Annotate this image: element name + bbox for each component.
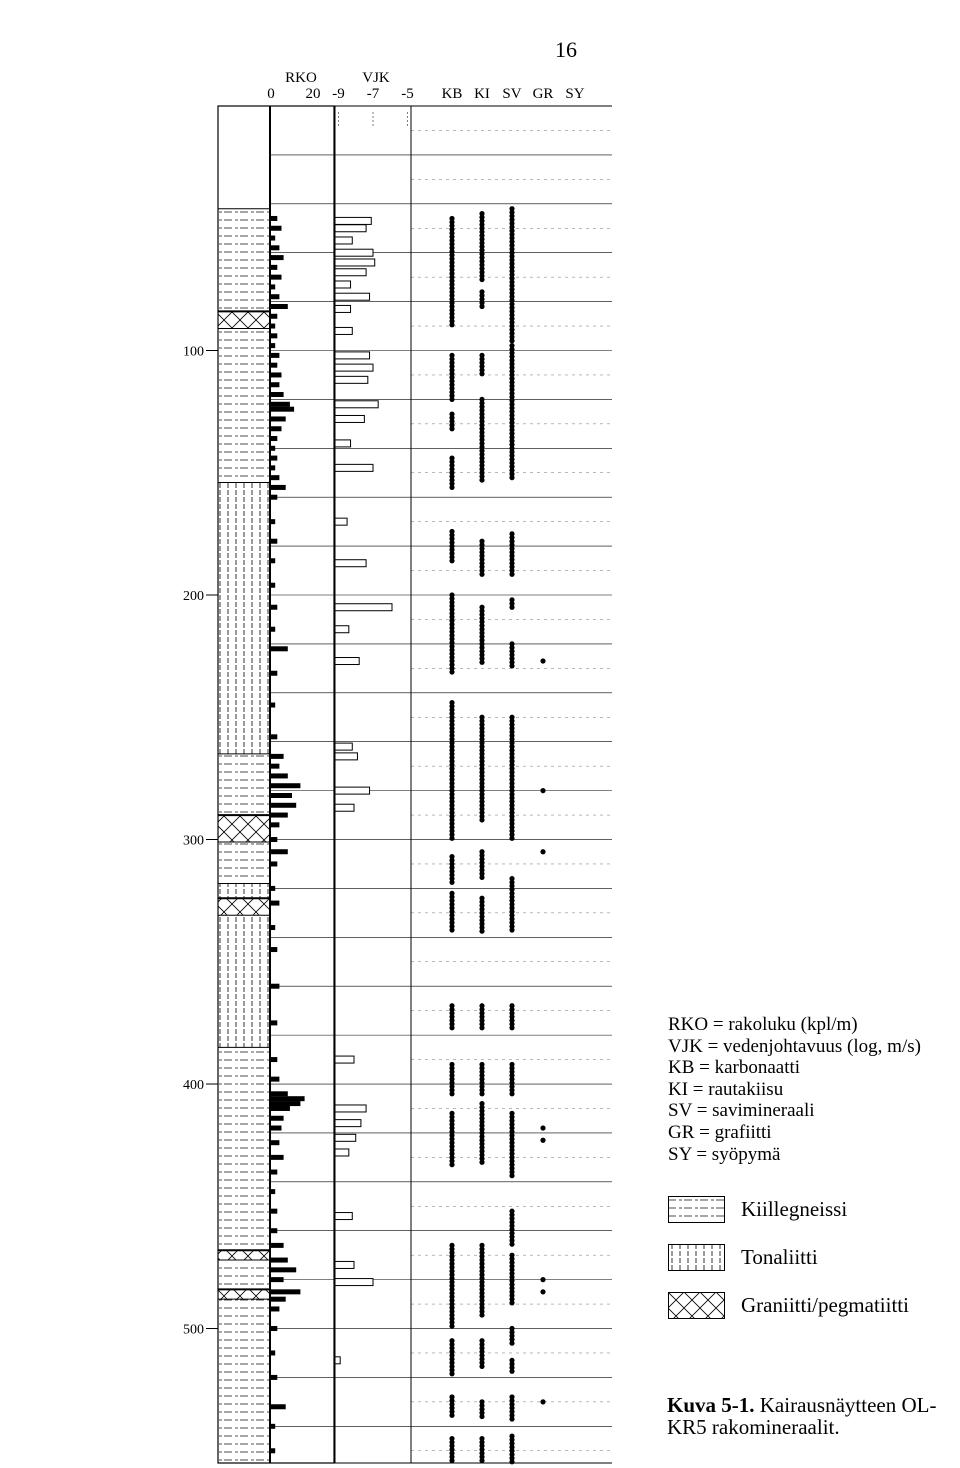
rko-bar — [271, 314, 277, 319]
legend-swatch-graniitti — [668, 1292, 725, 1319]
rko-bar — [271, 947, 277, 952]
vjk-bar — [335, 401, 378, 408]
vjk-bar — [335, 259, 375, 266]
vjk-bar — [335, 1056, 354, 1063]
rko-bar — [271, 1424, 275, 1429]
depth-label: 500 — [183, 1322, 204, 1338]
vjk-bar — [335, 743, 352, 750]
legend-swatch-kiillegneissi — [668, 1196, 725, 1223]
rko-bar — [271, 671, 277, 676]
gr-dot — [540, 1138, 545, 1143]
rko-bar — [271, 363, 277, 368]
rko-bar — [271, 837, 277, 842]
sv-dot — [509, 1242, 514, 1247]
vjk-bar — [335, 249, 373, 256]
vjk-bar — [335, 269, 366, 276]
vjk-bar — [335, 305, 351, 312]
rko-bar — [271, 703, 275, 708]
rko-bar — [271, 1448, 275, 1453]
vjk-tick-label: -9 — [332, 86, 345, 102]
kb-dot — [449, 1025, 454, 1030]
vjk-bar — [335, 376, 368, 383]
kb-dot — [449, 1091, 454, 1096]
page-number: 16 — [555, 37, 577, 62]
swatch-fill — [669, 1197, 725, 1223]
rko-bar — [271, 226, 282, 231]
lithology-kiillegneissi — [218, 1260, 270, 1289]
gr-dot — [540, 1399, 545, 1404]
kb-dot — [449, 927, 454, 932]
sv-dot — [509, 836, 514, 841]
vjk-bar — [335, 604, 392, 611]
depth-label: 300 — [183, 833, 204, 849]
rko-tick-label: 0 — [267, 86, 275, 102]
rko-bar — [271, 265, 277, 270]
lithology-kiillegneissi — [218, 754, 270, 815]
rko-tick-label: 20 — [305, 86, 321, 102]
rko-bar — [271, 1243, 284, 1248]
vjk-bar — [335, 626, 349, 633]
lithology-kiillegneissi — [218, 209, 270, 312]
rko-bar — [271, 925, 275, 930]
vjk-bar — [335, 787, 370, 794]
rko-bar — [271, 216, 277, 221]
rko-bar — [271, 861, 277, 866]
rko-bar — [271, 1140, 279, 1145]
sv-dot — [509, 1173, 514, 1178]
rko-bar — [271, 734, 277, 739]
legend-rock-types — [668, 1196, 958, 1319]
ki-dot — [479, 817, 484, 822]
sv-dot — [509, 475, 514, 480]
ki-dot — [479, 1458, 484, 1463]
rko-bar — [271, 1297, 286, 1302]
ki-dot — [479, 1160, 484, 1165]
rko-bar — [271, 1375, 277, 1380]
sv-dot — [509, 605, 514, 610]
rko-bar — [271, 402, 290, 407]
ki-dot — [479, 477, 484, 482]
rko-bar — [271, 333, 277, 338]
ki-dot — [479, 1091, 484, 1096]
ki-dot — [479, 660, 484, 665]
vjk-bar — [335, 327, 352, 334]
rko-bar — [271, 803, 296, 808]
vjk-bar — [335, 658, 359, 665]
rko-bar — [271, 1289, 300, 1294]
rko-bar — [271, 519, 275, 524]
vjk-bar — [335, 293, 370, 300]
rko-bar — [271, 1209, 277, 1214]
rko-bar — [271, 984, 279, 989]
rko-bar — [271, 275, 282, 280]
sv-dot — [509, 1025, 514, 1030]
rko-bar — [271, 793, 292, 798]
mineral-header-ki: KI — [474, 86, 490, 102]
vjk-bar — [335, 464, 373, 471]
vjk-bar — [335, 281, 351, 288]
rko-bar — [271, 773, 288, 778]
lithology-graniitti — [218, 815, 270, 842]
mineral-header-gr: GR — [532, 86, 554, 102]
rko-header: RKO — [285, 70, 317, 86]
gr-dot — [540, 849, 545, 854]
legend-definition: KI = rautakiisu — [668, 1078, 784, 1100]
vjk-bar — [335, 804, 354, 811]
kb-dot — [449, 397, 454, 402]
gr-dot — [540, 1289, 545, 1294]
legend-definition: RKO = rakoluku (kpl/m) — [668, 1014, 858, 1035]
rko-bar — [271, 646, 288, 651]
rko-bar — [271, 764, 279, 769]
rko-bar — [271, 1306, 279, 1311]
rko-bar — [271, 456, 277, 461]
kb-dot — [449, 1162, 454, 1167]
vjk-bar — [335, 518, 347, 525]
rko-bar — [271, 407, 294, 412]
rko-bar — [271, 1404, 286, 1409]
legend-definitions — [668, 1014, 958, 1165]
legend-swatch-tonaliitti — [668, 1244, 725, 1271]
vjk-bar — [335, 1120, 361, 1127]
rko-bar — [271, 886, 275, 891]
vjk-bar — [335, 1134, 356, 1141]
rko-bar — [271, 1091, 288, 1096]
rko-bar — [271, 284, 275, 289]
legend-rock-graniitti — [668, 1292, 958, 1319]
rko-bar — [271, 1189, 275, 1194]
depth-label: 400 — [183, 1078, 204, 1094]
legend-rock-tonaliitti — [668, 1244, 958, 1271]
vjk-bar — [335, 1261, 354, 1268]
kb-dot — [449, 322, 454, 327]
gr-dot — [540, 658, 545, 663]
sv-dot — [509, 1416, 514, 1421]
gr-dot — [540, 1277, 545, 1282]
rko-bar — [271, 1096, 305, 1101]
rko-bar — [271, 1170, 277, 1175]
rko-bar — [271, 1116, 284, 1121]
legend-definition: GR = grafiitti — [668, 1121, 772, 1143]
ki-dot — [479, 371, 484, 376]
ki-dot — [479, 1312, 484, 1317]
lithology-graniitti — [218, 898, 270, 915]
rko-bar — [271, 849, 288, 854]
lithology-tonaliitti — [218, 483, 270, 754]
lithology-kiillegneissi — [218, 328, 270, 482]
gr-dot — [540, 1125, 545, 1130]
legend-rock-label: Kiillegneissi — [741, 1197, 848, 1222]
rko-bar — [271, 1155, 284, 1160]
rko-bar — [271, 1020, 277, 1025]
rko-bar — [271, 1267, 296, 1272]
rko-bar — [271, 1326, 277, 1331]
ki-dot — [479, 875, 484, 880]
rko-bar — [271, 353, 279, 358]
rko-bar — [271, 1057, 277, 1062]
rko-bar — [271, 901, 279, 906]
vjk-bar — [335, 1105, 366, 1112]
vjk-bar — [335, 753, 357, 760]
caption-text: Kairausnäytteen OL-KR5 rakomineraalit. — [667, 1393, 937, 1439]
rko-bar — [271, 416, 286, 421]
rko-bar — [271, 245, 279, 250]
mineral-header-kb: KB — [441, 86, 463, 102]
lithology-tonaliitti — [218, 884, 270, 899]
rko-bar — [271, 304, 288, 309]
rko-bar — [271, 343, 275, 348]
rko-bar — [271, 1077, 279, 1082]
vjk-header: VJK — [362, 70, 390, 86]
rko-bar — [271, 255, 284, 260]
rko-bar — [271, 475, 279, 480]
rko-bar — [271, 605, 277, 610]
gr-dot — [540, 788, 545, 793]
legend — [668, 1014, 958, 1340]
lithology-graniitti — [218, 1250, 270, 1260]
depth-label: 200 — [183, 589, 204, 605]
legend-rock-label: Graniitti/pegmatiitti — [741, 1293, 909, 1318]
rko-bar — [271, 1277, 284, 1282]
sv-dot — [509, 1369, 514, 1374]
sv-dot — [509, 927, 514, 932]
ki-dot — [479, 1414, 484, 1419]
vjk-bar — [335, 440, 351, 447]
legend-rock-kiillegneissi — [668, 1196, 958, 1223]
rko-bar — [271, 392, 284, 397]
legend-definition: SV = savimineraali — [668, 1100, 815, 1122]
vjk-bar — [335, 1357, 340, 1364]
rko-bar — [271, 372, 282, 377]
kb-dot — [449, 836, 454, 841]
rko-bar — [271, 1106, 290, 1111]
sv-dot — [509, 1091, 514, 1096]
ki-dot — [479, 277, 484, 282]
vjk-bar — [335, 1149, 349, 1156]
kb-dot — [449, 1323, 454, 1328]
vjk-bar — [335, 352, 370, 359]
mineral-header-sv: SV — [502, 86, 522, 102]
rko-bar — [271, 324, 275, 329]
kb-dot — [449, 1413, 454, 1418]
kb-dot — [449, 669, 454, 674]
rko-bar — [271, 1101, 300, 1106]
sv-dot — [509, 1300, 514, 1305]
lithology-kiillegneissi — [218, 1299, 270, 1463]
caption-label: Kuva 5-1. — [667, 1393, 755, 1417]
mineral-header-sy: SY — [565, 86, 585, 102]
rko-bar — [271, 294, 279, 299]
lithology-tonaliitti — [218, 915, 270, 1047]
rko-bar — [271, 1350, 275, 1355]
rko-bar — [271, 822, 279, 827]
swatch-fill — [669, 1293, 725, 1319]
legend-definition: SY = syöpymä — [668, 1143, 781, 1165]
vjk-tick-label: -7 — [366, 86, 380, 102]
ki-dot — [479, 304, 484, 309]
rko-bar — [271, 754, 284, 759]
kb-dot — [449, 880, 454, 885]
rko-bar — [271, 436, 277, 441]
rko-bar — [271, 446, 275, 451]
vjk-bar — [335, 415, 364, 422]
vjk-bar — [335, 1279, 373, 1286]
rko-bar — [271, 1126, 282, 1131]
rko-bar — [271, 1228, 277, 1233]
vjk-bar — [335, 237, 352, 244]
rko-bar — [271, 1258, 288, 1263]
vjk-bar — [335, 225, 366, 232]
ki-dot — [479, 929, 484, 934]
sv-dot — [509, 663, 514, 668]
figure-caption — [667, 1394, 957, 1438]
rko-bar — [271, 783, 300, 788]
vjk-bar — [335, 364, 373, 371]
rko-bar — [271, 539, 277, 544]
rko-bar — [271, 485, 286, 490]
ki-dot — [479, 1025, 484, 1030]
legend-definition: VJK = vedenjohtavuus (log, m/s) — [668, 1035, 921, 1057]
vjk-tick-label: -5 — [401, 86, 414, 102]
lithology-kiillegneissi — [218, 842, 270, 884]
sv-dot — [509, 572, 514, 577]
rko-bar — [271, 465, 275, 470]
vjk-bar — [335, 217, 371, 224]
rko-bar — [271, 627, 275, 632]
rko-bar — [271, 382, 279, 387]
rko-bar — [271, 495, 277, 500]
kb-dot — [449, 1371, 454, 1376]
rko-bar — [271, 426, 282, 431]
legend-definition: KB = karbonaatti — [668, 1057, 801, 1079]
kb-dot — [449, 1458, 454, 1463]
lithology-kiillegneissi — [218, 1047, 270, 1250]
lithology-graniitti — [218, 1289, 270, 1299]
sv-dot — [509, 1341, 514, 1346]
sv-dot — [509, 1459, 514, 1464]
rko-bar — [271, 236, 275, 241]
swatch-fill — [669, 1245, 725, 1271]
kb-dot — [449, 558, 454, 563]
lithology-graniitti — [218, 311, 270, 328]
legend-rock-label: Tonaliitti — [741, 1245, 818, 1270]
ki-dot — [479, 572, 484, 577]
vjk-bar — [335, 1213, 352, 1220]
kb-dot — [449, 485, 454, 490]
sv-dot — [509, 338, 514, 343]
rko-bar — [271, 583, 275, 588]
vjk-bar — [335, 560, 366, 567]
rko-bar — [271, 813, 288, 818]
depth-label: 100 — [183, 344, 204, 360]
kb-dot — [449, 426, 454, 431]
ki-dot — [479, 1364, 484, 1369]
rko-bar — [271, 558, 275, 563]
